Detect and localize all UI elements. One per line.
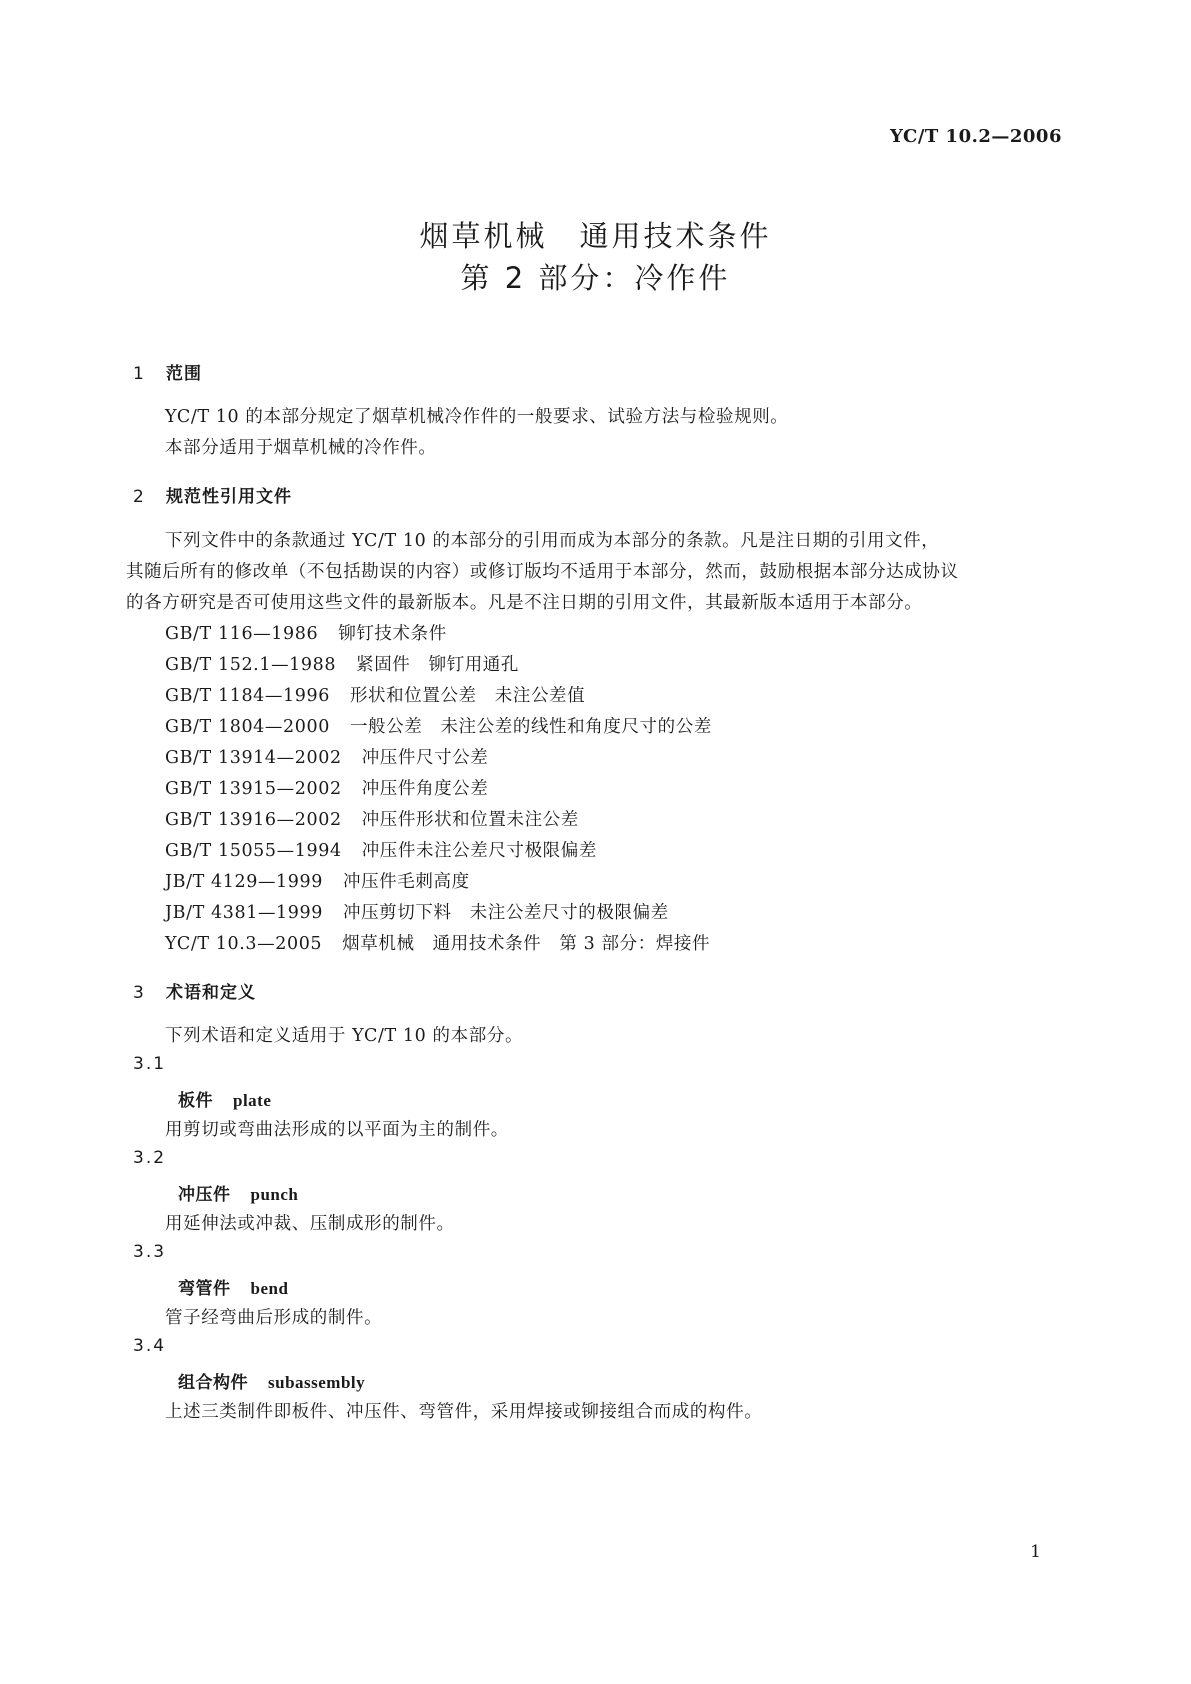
reference-item <box>165 682 585 707</box>
term-number: 3.2 <box>133 1148 167 1168</box>
reference-code: GB/T 13914—2002 <box>165 748 342 768</box>
reference-code: GB/T 1184—1996 <box>165 686 330 706</box>
term-en: subassembly <box>268 1373 366 1392</box>
reference-name: 形状和位置公差 未注公差值 <box>349 686 586 706</box>
term-definition: 用剪切或弯曲法形成的以平面为主的制件。 <box>165 1120 509 1140</box>
reference-code: GB/T 13915—2002 <box>165 779 342 799</box>
document-subtitle: 第 2 部分：冷作件 <box>460 261 731 295</box>
reference-name: 冲压件尺寸公差 <box>361 748 489 768</box>
paragraph: 其随后所有的修改单（不包括勘误的内容）或修订版均不适用于本部分，然而，鼓励根据本部分达成协议 <box>126 562 959 582</box>
section-title: 规范性引用文件 <box>166 487 292 507</box>
section-number: 2 <box>133 487 145 507</box>
reference-code: GB/T 15055—1994 <box>165 841 342 861</box>
term-number: 3.4 <box>133 1336 167 1356</box>
paragraph: 下列文件中的条款通过 YC/T 10 的本部分的引用而成为本部分的条款。凡是注日期的引用文件， <box>165 531 940 551</box>
section-heading-terms-definitions <box>133 978 256 1003</box>
reference-name: 冲压件角度公差 <box>361 779 489 799</box>
reference-name: 冲压件毛刺高度 <box>342 872 470 892</box>
reference-code: JB/T 4381—1999 <box>165 903 323 923</box>
reference-name: 冲压件形状和位置未注公差 <box>361 810 579 830</box>
reference-item <box>165 713 712 738</box>
term-zh: 板件 <box>178 1091 213 1111</box>
section-heading-normative-references <box>133 482 292 507</box>
reference-code: GB/T 116—1986 <box>165 624 319 644</box>
term-heading <box>178 1274 288 1299</box>
reference-item <box>165 899 669 924</box>
section-number: 1 <box>133 364 145 384</box>
reference-item <box>165 620 447 645</box>
term-definition: 上述三类制件即板件、冲压件、弯管件，采用焊接或铆接组合而成的构件。 <box>165 1402 763 1422</box>
term-heading <box>178 1086 271 1111</box>
section-title: 术语和定义 <box>166 983 256 1003</box>
reference-code: JB/T 4129—1999 <box>165 872 323 892</box>
document-title: 烟草机械 通用技术条件 <box>419 219 772 253</box>
term-en: bend <box>250 1279 289 1298</box>
reference-item <box>165 744 488 769</box>
reference-name: 紧固件 铆钉用通孔 <box>356 655 520 675</box>
term-definition: 管子经弯曲后形成的制件。 <box>165 1308 383 1328</box>
paragraph: 本部分适用于烟草机械的冷作件。 <box>165 438 437 458</box>
reference-item <box>165 868 470 893</box>
reference-item <box>165 930 710 955</box>
page-number: 1 <box>1030 1542 1041 1562</box>
reference-name: 冲压件未注公差尺寸极限偏差 <box>361 841 597 861</box>
reference-code: YC/T 10.3—2005 <box>165 934 323 954</box>
term-number: 3.3 <box>133 1242 167 1262</box>
term-zh: 组合构件 <box>178 1373 248 1393</box>
section-number: 3 <box>133 983 145 1003</box>
paragraph: YC/T 10 的本部分规定了烟草机械冷作件的一般要求、试验方法与检验规则。 <box>165 407 789 427</box>
section-heading-scope <box>133 359 202 384</box>
term-zh: 弯管件 <box>178 1279 231 1299</box>
reference-name: 一般公差 未注公差的线性和角度尺寸的公差 <box>349 717 712 737</box>
reference-code: GB/T 152.1—1988 <box>165 655 337 675</box>
reference-name: 烟草机械 通用技术条件 第 3 部分：焊接件 <box>342 934 711 954</box>
reference-item <box>165 775 488 800</box>
reference-item <box>165 806 579 831</box>
term-zh: 冲压件 <box>178 1185 231 1205</box>
term-en: punch <box>250 1185 299 1204</box>
reference-code: GB/T 1804—2000 <box>165 717 330 737</box>
standard-code: YC/T 10.2—2006 <box>889 126 1062 147</box>
paragraph: 下列术语和定义适用于 YC/T 10 的本部分。 <box>165 1026 524 1046</box>
reference-item <box>165 837 597 862</box>
term-heading <box>178 1368 365 1393</box>
term-heading <box>178 1180 298 1205</box>
reference-name: 铆钉技术条件 <box>338 624 447 644</box>
reference-code: GB/T 13916—2002 <box>165 810 342 830</box>
reference-item <box>165 651 519 676</box>
term-number: 3.1 <box>133 1054 167 1074</box>
term-en: plate <box>233 1091 272 1110</box>
reference-name: 冲压剪切下料 未注公差尺寸的极限偏差 <box>342 903 669 923</box>
term-definition: 用延伸法或冲裁、压制成形的制件。 <box>165 1214 455 1234</box>
section-title: 范围 <box>166 364 202 384</box>
paragraph: 的各方研究是否可使用这些文件的最新版本。凡是不注日期的引用文件，其最新版本适用于本部分。 <box>126 593 923 613</box>
